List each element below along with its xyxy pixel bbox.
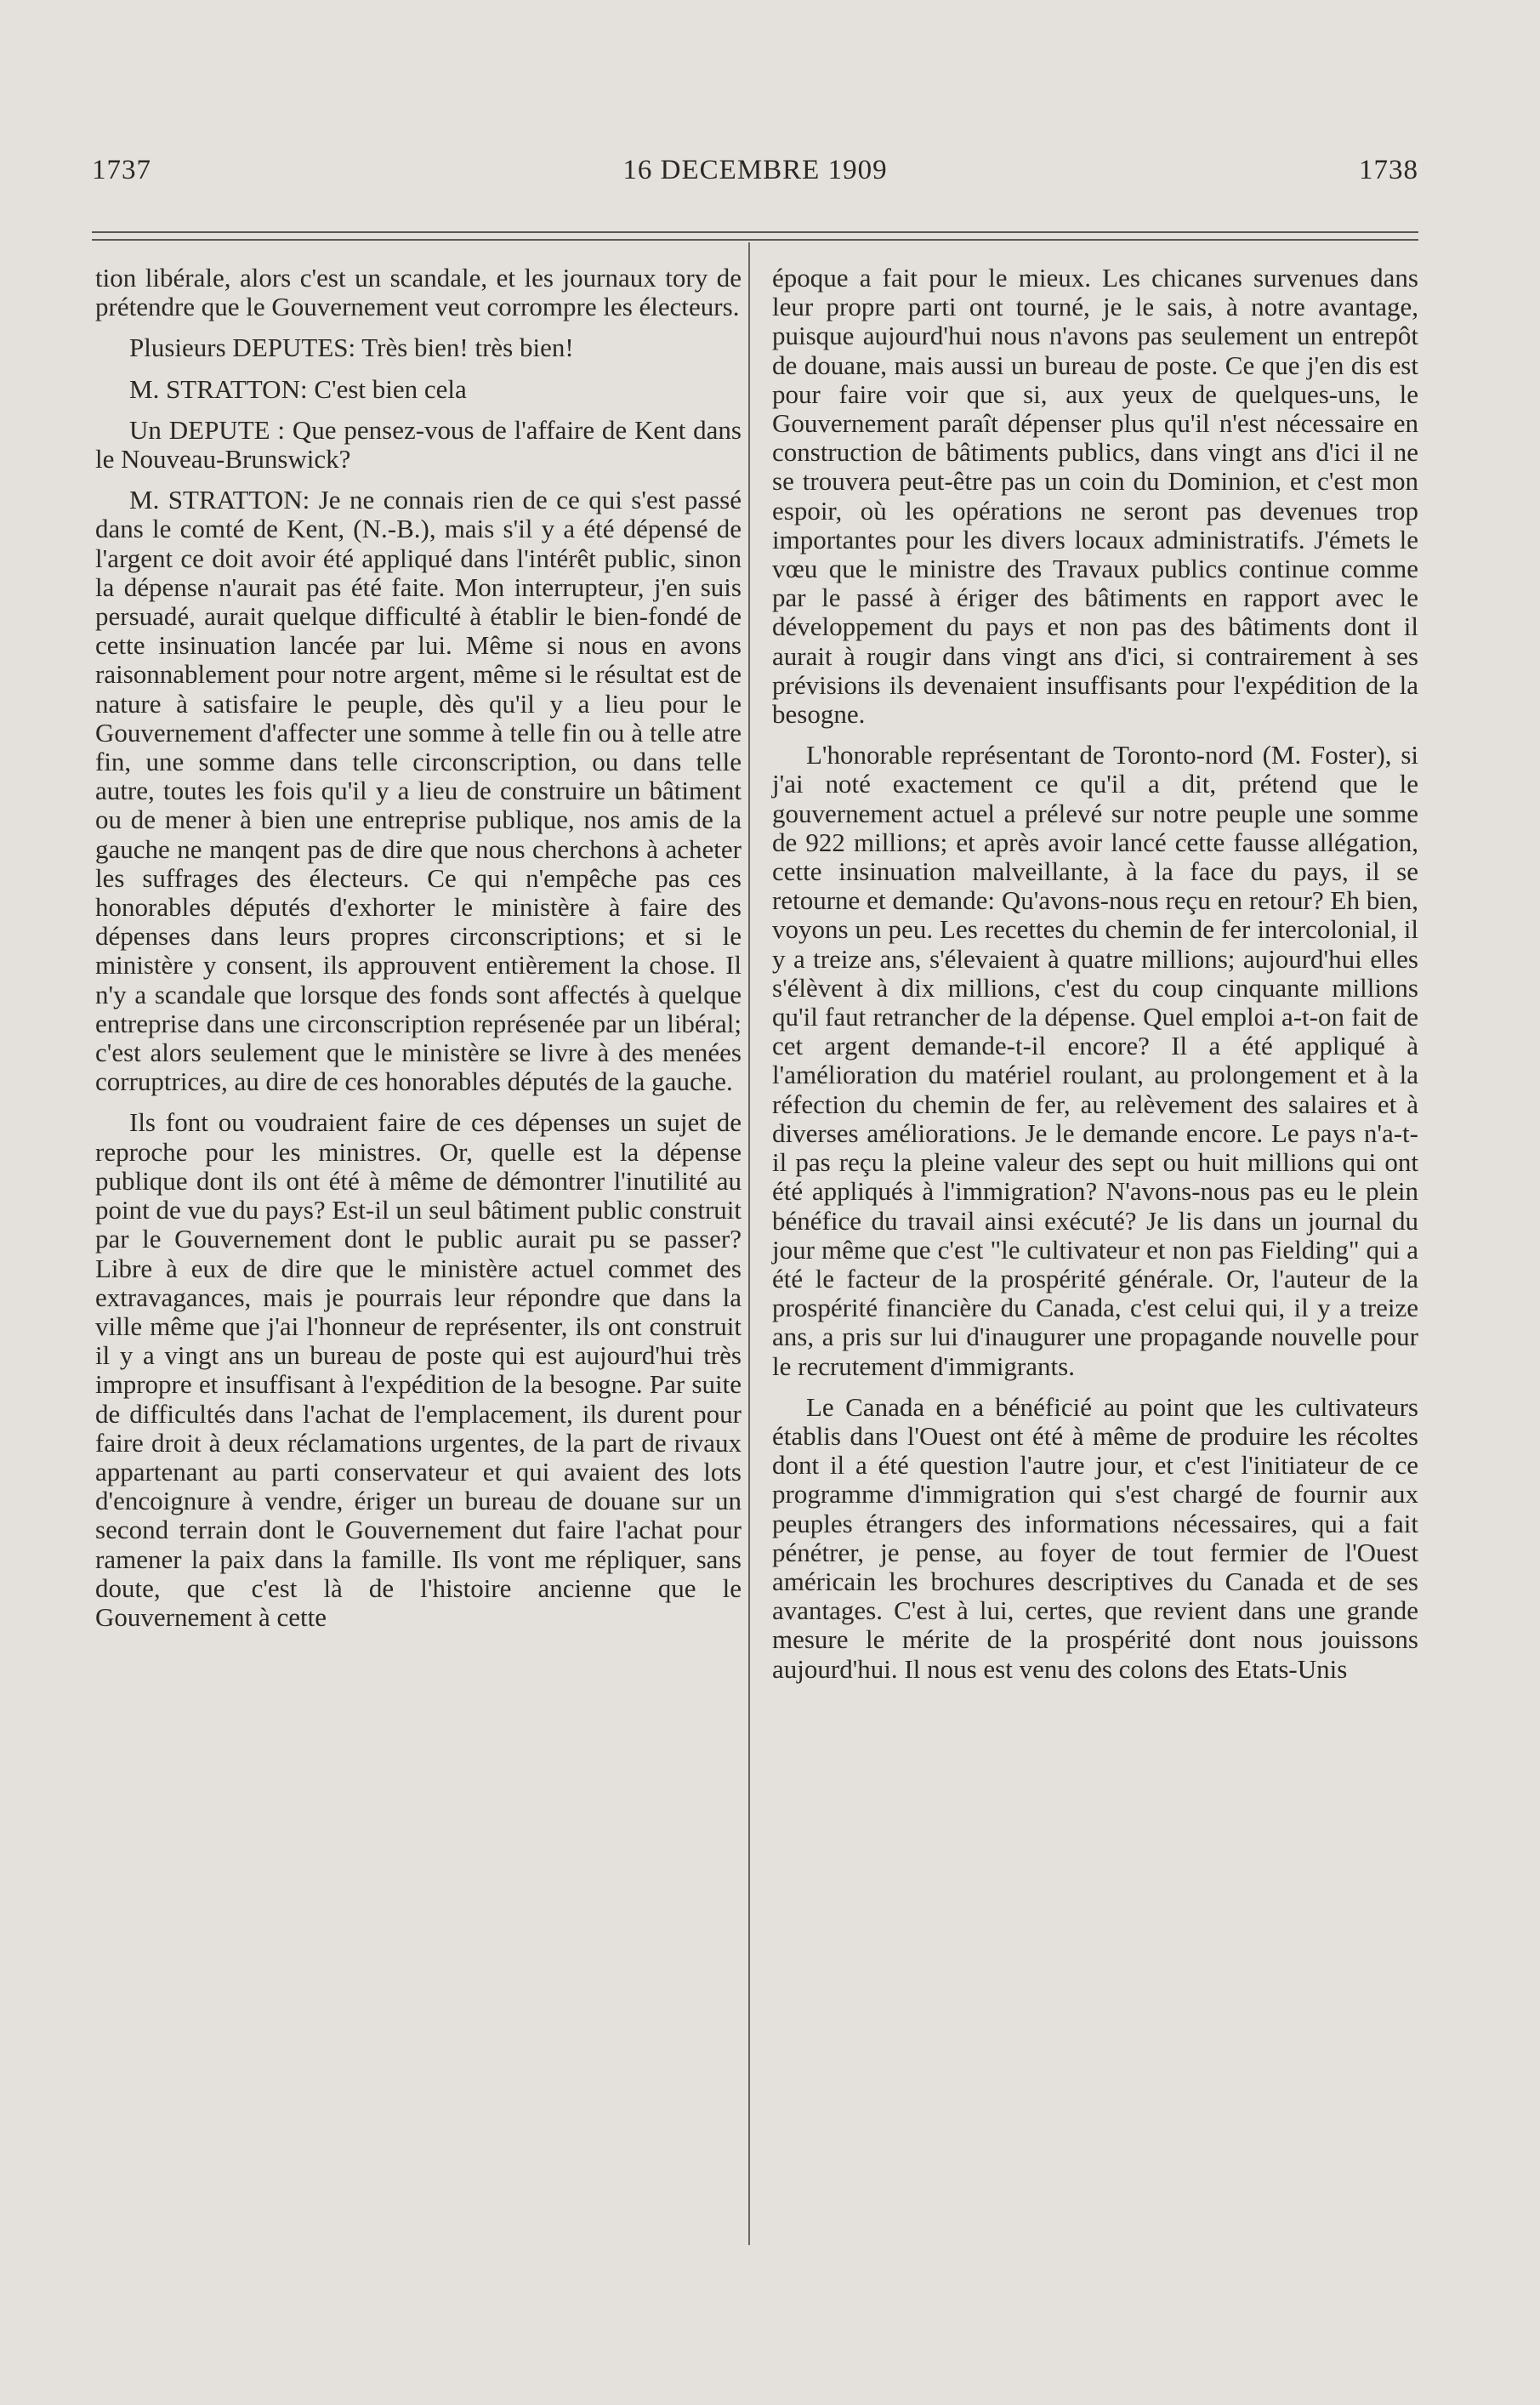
left-column — [95, 264, 742, 1644]
left-page-number: 1737 — [92, 155, 151, 185]
paragraph: Le Canada en a bénéficié au point que les cultivateurs établis dans l'Ouest ont été à même de produire les récoltes dont il a été question l'autre jour, et c'est l'initiateur de ce programme d'immigration qui s'est chargé de fournir aux peuples étrangers des informations nécessaires, qui a fait pénétrer, je pense, au foyer de tout fermier de l'Ouest américain les brochures descriptives du Canada et de ses avantages. C'est à lui, certes, que revient dans une grande mesure le mérite de la prospérité dont nous jouissons aujourd'hui. Il nous est venu des colons des Etats-Unis — [772, 1391, 1418, 1684]
paragraph: M. STRATTON: Je ne connais rien de ce qui s'est passé dans le comté de Kent, (N.-B.), mais s'il y a été dépensé de l'argent ce doit avoir été appliqué dans l'intérêt public, sinon la dépense n'aurait pas été faite. Mon interrupteur, j'en suis persuadé, aurait quelque difficulté à établir le bien-fondé de cette insinuation lancée par lui. Même si nous en avons raisonnablement pour notre argent, même si le résultat est de nature à satisfaire le peuple, dès qu'il y a lieu pour le Gouvernement d'affecter une somme à telle fin ou à telle atre fin, une somme dans telle circonscription, ou dans telle autre, toutes les fois qu'il y a lieu de construire un bâtiment ou de mener à bien une entreprise publique, nos amis de la gauche ne manqent pas de dire que nous cherchons à acheter les suffrages des électeurs. Ce qui n'empêche pas ces honorables députés d'exhorter le ministère à faire des dépenses dans leurs propres circonscriptions; et si le ministère y consent, ils approuvent entièrement la chose. Il n'y a scandale que lorsque des fonds sont affectés à quelque entreprise dans une circonscription représenée par un libéral; c'est alors seulement que le ministère se livre à des menées corruptrices, au dire de ces honorables députés de la gauche. — [95, 485, 742, 1097]
paragraph: époque a fait pour le mieux. Les chicanes survenues dans leur propre parti ont tourné, je le sais, à notre avantage, puisque aujourd'hui nous n'avons pas seulement un entrepôt de douane, mais aussi un bureau de poste. Ce que j'en dis est pour faire voir que si, aux yeux de quelques-uns, le Gouvernement paraît dépenser plus qu'il n'est nécessaire en construction de bâtiments publics, dans vingt ans d'ici il ne se trouvera peut-être pas un coin du Dominion, et c'est mon espoir, où les opérations ne seront pas devenues trop importantes pour les divers locaux administratifs. J'émets le vœu que le ministre des Travaux publics continue comme par le passé à ériger des bâtiments en rapport avec le développement du pays et non pas des bâtiments dont il aurait à rougir dans vingt ans d'ici, si contrairement à ses prévisions ils devenaient insuffisants pour l'expédition de la besogne. — [772, 263, 1418, 730]
right-column — [772, 264, 1418, 1696]
paragraph: Un DEPUTE : Que pensez-vous de l'affaire de Kent dans le Nouveau-Brunswick? — [95, 414, 742, 475]
paragraph: tion libérale, alors c'est un scandale, et les journaux tory de prétendre que le Gouvernement veut corrompre les électeurs. — [95, 263, 742, 322]
right-page-number: 1738 — [1359, 155, 1418, 185]
column-divider — [748, 242, 750, 2245]
header-date: 16 DECEMBRE 1909 — [622, 155, 888, 185]
page-header — [92, 155, 1418, 197]
paragraph: L'honorable représentant de Toronto-nord (M. Foster), si j'ai noté exactement ce qu'il a dit, prétend que le gouvernement actuel a prélevé sur notre peuple une somme de 922 millions; et après avoir lancé cette fausse allégation, cette insinuation malveillante, à la face du pays, il se retourne et demande: Qu'avons-nous reçu en retour? Eh bien, voyons un peu. Les recettes du chemin de fer intercolonial, il y a treize ans, s'élevaient à quatre millions; aujourd'hui elles s'élèvent à dix millions, c'est du coup cinquante millions qu'il faut retrancher de la dépense. Quel emploi a-t-on fait de cet argent demande-t-il encore? Il a été appliqué à l'amélioration du matériel roulant, au prolongement et à la réfection du chemin de fer, au relèvement des salaires et à diverses améliorations. Je le demande encore. Le pays n'a-t-il pas reçu la pleine valeur des sept ou huit millions qui ont été appliqués à l'immigration? N'avons-nous pas eu le plein bénéfice du travail ainsi exécuté? Je lis dans un journal du jour même que c'est "le cultivateur et non pas Fielding" qui a été le facteur de la prospérité générale. Or, l'auteur de la prospérité financière du Canada, c'est celui qui, il y a treize ans, a pris sur lui d'inaugurer une propagande nouvelle pour le recrutement d'immigrants. — [772, 740, 1418, 1381]
paragraph: M. STRATTON: C'est bien cela — [129, 373, 467, 404]
header-rule-top — [92, 231, 1418, 233]
paragraph: Ils font ou voudraient faire de ces dépenses un sujet de reproche pour les ministres. Or, quelle est la dépense publique dont ils ont été à même de démontrer l'inutilité au point de vue du pays? Est-il un seul bâtiment public construit par le Gouvernement dont le public aurait pu se passer? Libre à eux de dire que le ministère actuel commet des extravagances, mais je pourrais leur répondre que dans la ville même que j'ai l'honneur de représenter, ils ont construit il y a vingt ans un bureau de poste qui est aujourd'hui très impropre et insuffisant à l'expédition de la besogne. Par suite de difficultés dans l'achat de l'emplacement, ils durent pour faire droit à deux réclamations urgentes, de la part de rivaux appartenant au parti conservateur et qui avaient des lots d'encoignure à vendre, ériger un bureau de douane sur un second terrain dont le Gouvernement dut faire l'achat pour ramener la paix dans la famille. Ils vont me répliquer, sans doute, que c'est là de l'histoire ancienne que le Gouvernement à cette — [95, 1107, 742, 1632]
header-rule-bottom — [92, 239, 1418, 241]
paragraph: Plusieurs DEPUTES: Très bien! très bien! — [129, 333, 574, 363]
